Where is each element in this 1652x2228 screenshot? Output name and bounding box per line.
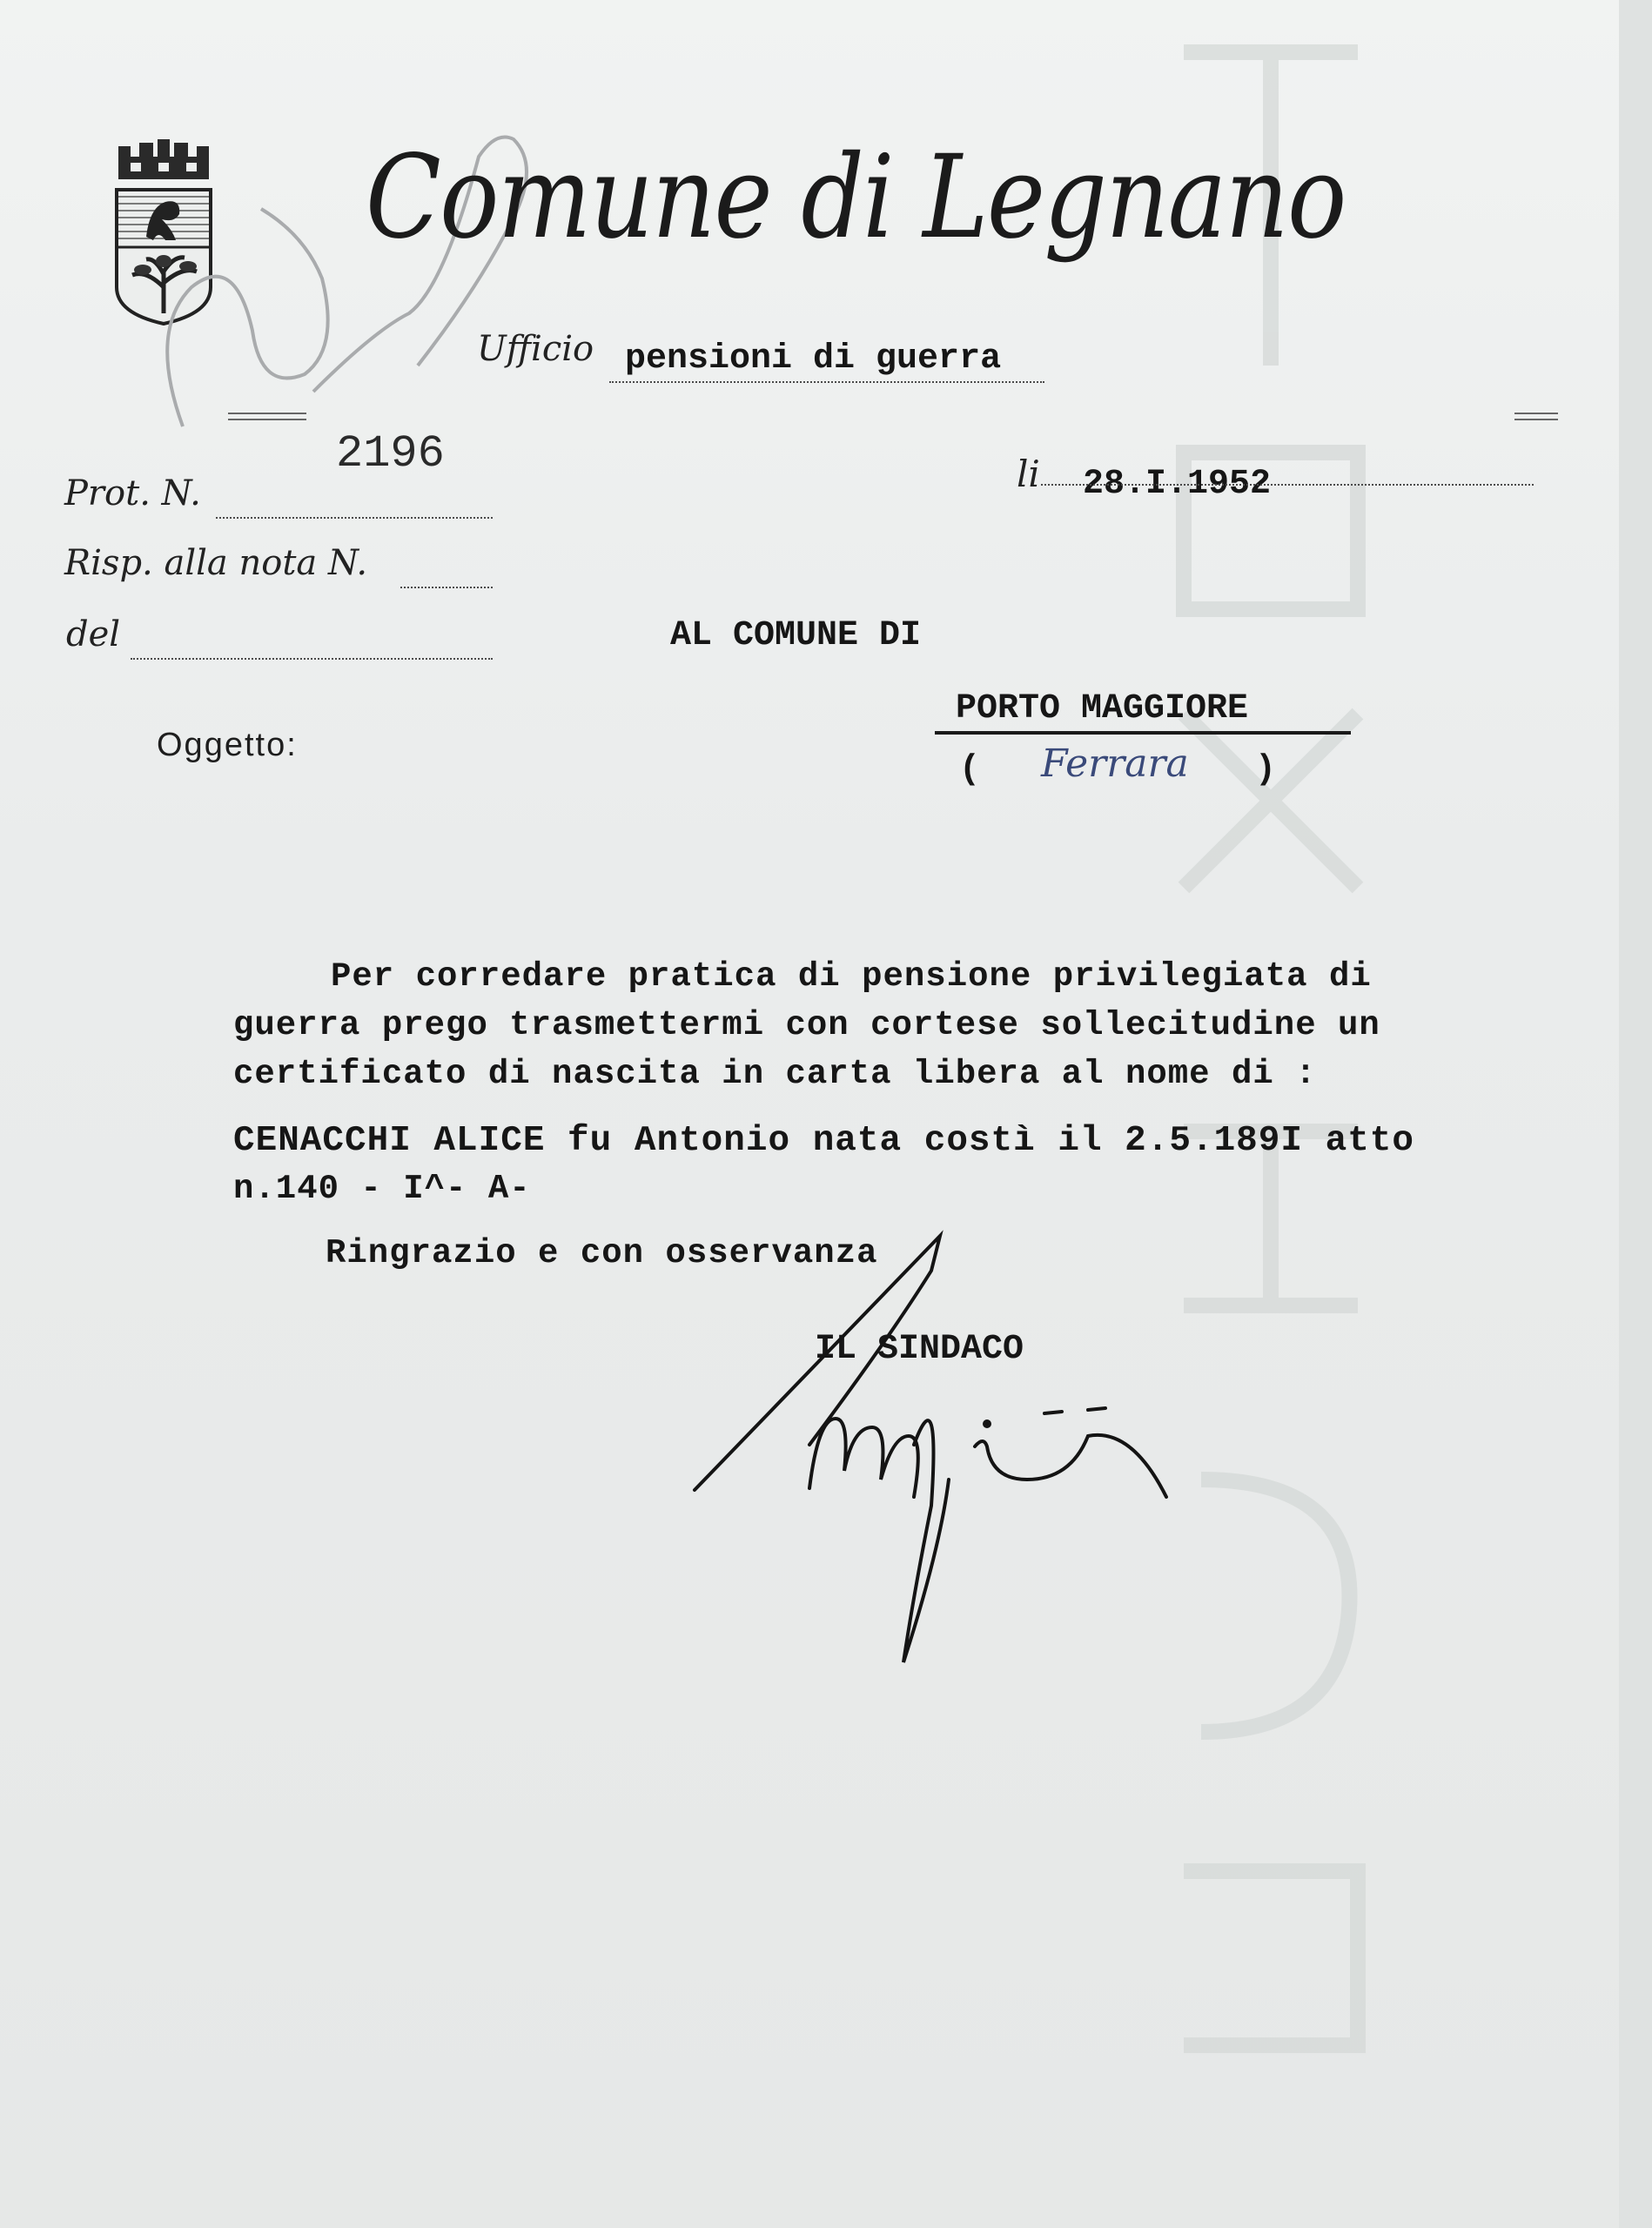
risp-label: Risp. alla nota N. xyxy=(64,543,368,583)
recipient-underline xyxy=(935,731,1351,735)
office-prefix: Ufficio xyxy=(477,329,594,369)
page-edge xyxy=(1619,0,1652,2228)
recipient-line2: PORTO MAGGIORE xyxy=(956,689,1249,728)
recipient-line1: AL COMUNE DI xyxy=(670,616,922,655)
prot-number: 2196 xyxy=(336,428,445,480)
prot-line xyxy=(216,517,493,519)
body-line-5: n.140 - I^- A- xyxy=(233,1170,531,1208)
body-line-3: certificato di nascita in carta libera al nome di : xyxy=(233,1055,1317,1093)
province-close: ) xyxy=(1255,750,1277,789)
body-line-1: Per corredare pratica di pensione privilegiata di xyxy=(331,957,1372,996)
office-name: pensioni di guerra xyxy=(625,339,1002,379)
signature-title: IL SINDACO xyxy=(815,1330,1024,1369)
del-line xyxy=(131,658,493,660)
province-handwritten: Ferrara xyxy=(1041,742,1189,786)
coat-of-arms-icon xyxy=(111,139,216,326)
date-line xyxy=(1041,484,1534,486)
oggetto-label: Oggetto: xyxy=(157,727,298,763)
date-prefix: li xyxy=(1017,453,1040,495)
municipality-heading: Comune di Legnano xyxy=(366,131,1346,265)
date-value: 28.I.1952 xyxy=(1083,465,1272,504)
del-label: del xyxy=(66,614,121,654)
body-line-2: guerra prego trasmettermi con cortese sollecitudine un xyxy=(233,1006,1380,1044)
office-underline xyxy=(609,381,1044,383)
province-open: ( xyxy=(959,750,981,789)
body-line-6: Ringrazio e con osservanza xyxy=(326,1234,878,1272)
body-line-4: CENACCHI ALICE fu Antonio nata costì il 2.5.189I atto xyxy=(233,1121,1415,1161)
divider-right xyxy=(1514,413,1558,420)
divider-left xyxy=(228,413,306,420)
risp-line xyxy=(400,587,493,588)
prot-label: Prot. N. xyxy=(64,473,201,513)
